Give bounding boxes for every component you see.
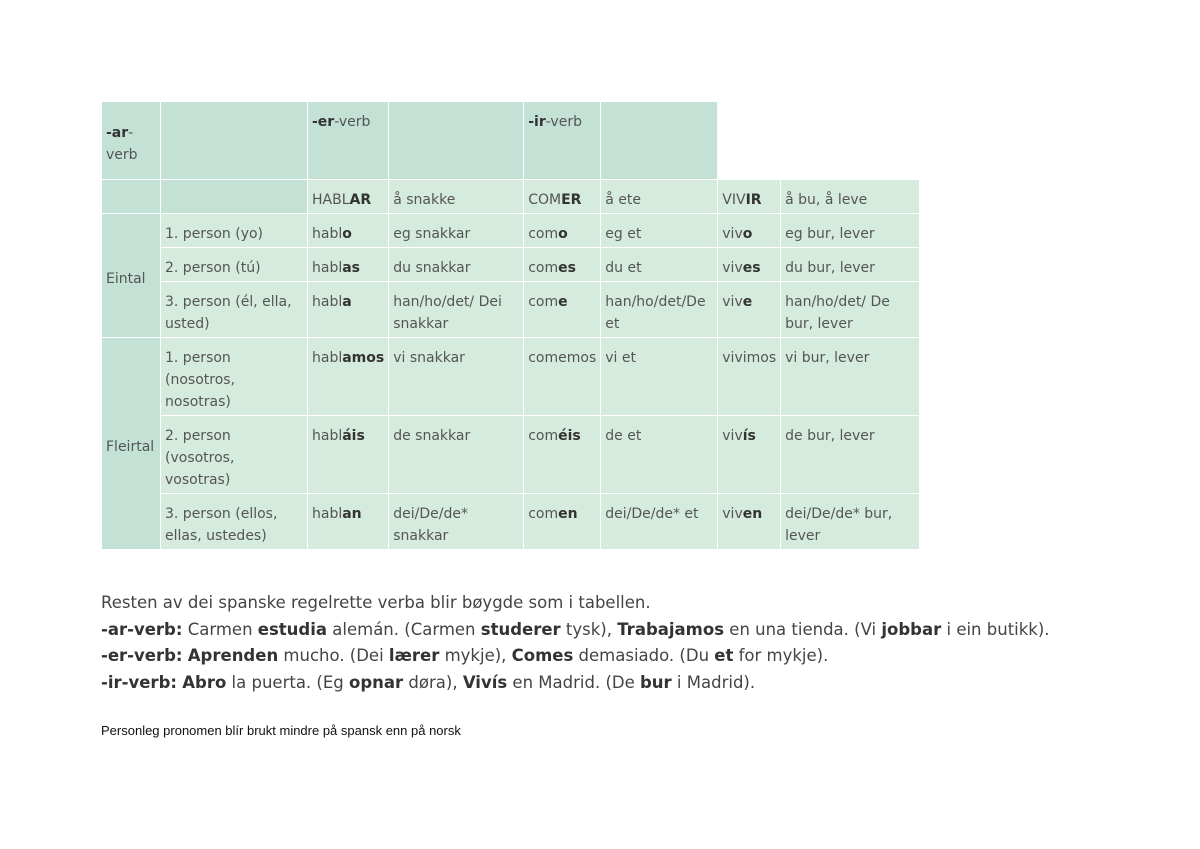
table-row <box>102 416 920 494</box>
person-cell: 1. person (yo) <box>161 214 308 248</box>
table-row <box>102 338 920 416</box>
er-meaning: eg et <box>601 214 718 248</box>
er-meaning: han/ho/det/De et <box>601 282 718 338</box>
table-row <box>102 248 920 282</box>
ir-form: viven <box>718 494 781 550</box>
er-form: comen <box>524 494 601 550</box>
table-row <box>102 214 920 248</box>
ar-meaning: de snakkar <box>389 416 524 494</box>
ir-verb-header: -ir-verb <box>524 102 601 180</box>
er-form: comemos <box>524 338 601 416</box>
ar-form: hablo <box>308 214 389 248</box>
er-meaning: du et <box>601 248 718 282</box>
ir-meaning: dei/De/de* bur, lever <box>781 494 920 550</box>
er-form: como <box>524 214 601 248</box>
er-form: coméis <box>524 416 601 494</box>
header-cell <box>161 102 308 180</box>
group-singular: Eintal <box>102 214 161 338</box>
header-cell <box>161 180 308 214</box>
person-cell: 2. person (tú) <box>161 248 308 282</box>
header-cell <box>601 102 718 180</box>
ir-form: vivimos <box>718 338 781 416</box>
person-cell: 1. person (nosotros, nosotras) <box>161 338 308 416</box>
er-form: comes <box>524 248 601 282</box>
infinitive-comer: COMER <box>524 180 601 214</box>
ir-form: vivo <box>718 214 781 248</box>
ar-meaning: han/ho/det/ Dei snakkar <box>389 282 524 338</box>
ir-meaning: du bur, lever <box>781 248 920 282</box>
er-meaning: dei/De/de* et <box>601 494 718 550</box>
ar-meaning: eg snakkar <box>389 214 524 248</box>
ir-meaning: han/ho/det/ De bur, lever <box>781 282 920 338</box>
table-row <box>102 282 920 338</box>
ar-meaning: vi snakkar <box>389 338 524 416</box>
person-cell: 3. person (ellos, ellas, ustedes) <box>161 494 308 550</box>
person-cell: 3. person (él, ella, usted) <box>161 282 308 338</box>
ir-form: vivís <box>718 416 781 494</box>
ir-example-line: -ir-verb: Abro la puerta. (Eg opnar døra), Vivís en Madrid. (De bur i Madrid). <box>101 672 756 692</box>
ir-meaning: eg bur, lever <box>781 214 920 248</box>
person-cell: 2. person (vosotros, vosotras) <box>161 416 308 494</box>
ir-meaning: vi bur, lever <box>781 338 920 416</box>
blank-cell <box>718 102 781 180</box>
explanation-text <box>101 590 1050 696</box>
ar-form: habláis <box>308 416 389 494</box>
ar-form: hablas <box>308 248 389 282</box>
ar-meaning: du snakkar <box>389 248 524 282</box>
ar-meaning: dei/De/de* snakkar <box>389 494 524 550</box>
er-form: come <box>524 282 601 338</box>
table-header-row <box>102 102 920 180</box>
blank-cell <box>781 102 920 180</box>
er-verb-header: -er-verb <box>308 102 389 180</box>
header-cell <box>102 180 161 214</box>
meaning-comer: å ete <box>601 180 718 214</box>
er-meaning: vi et <box>601 338 718 416</box>
infinitive-row <box>102 180 920 214</box>
infinitive-vivir: VIVIR <box>718 180 781 214</box>
ir-form: vive <box>718 282 781 338</box>
group-plural: Fleirtal <box>102 338 161 550</box>
ir-form: vives <box>718 248 781 282</box>
er-meaning: de et <box>601 416 718 494</box>
ir-meaning: de bur, lever <box>781 416 920 494</box>
ar-form: hablamos <box>308 338 389 416</box>
header-cell <box>389 102 524 180</box>
table-row <box>102 494 920 550</box>
meaning-hablar: å snakke <box>389 180 524 214</box>
ar-form: habla <box>308 282 389 338</box>
er-example-line: -er-verb: Aprenden mucho. (Dei lærer mykje), Comes demasiado. (Du et for mykje). <box>101 646 829 665</box>
ar-form: hablan <box>308 494 389 550</box>
pronoun-note: Personleg pronomen blír brukt mindre på spansk enn på norsk <box>101 723 461 738</box>
infinitive-hablar: HABLAR <box>308 180 389 214</box>
intro-line: Resten av dei spanske regelrette verba blir bøygde som i tabellen. <box>101 593 651 612</box>
meaning-vivir: å bu, å leve <box>781 180 920 214</box>
ar-verb-header: -ar-verb <box>102 102 161 180</box>
conjugation-table <box>101 101 920 550</box>
ar-example-line: -ar-verb: Carmen estudia alemán. (Carmen studerer tysk), Trabajamos en una tienda. (Vi jobbar i ein butikk). <box>101 619 1050 639</box>
